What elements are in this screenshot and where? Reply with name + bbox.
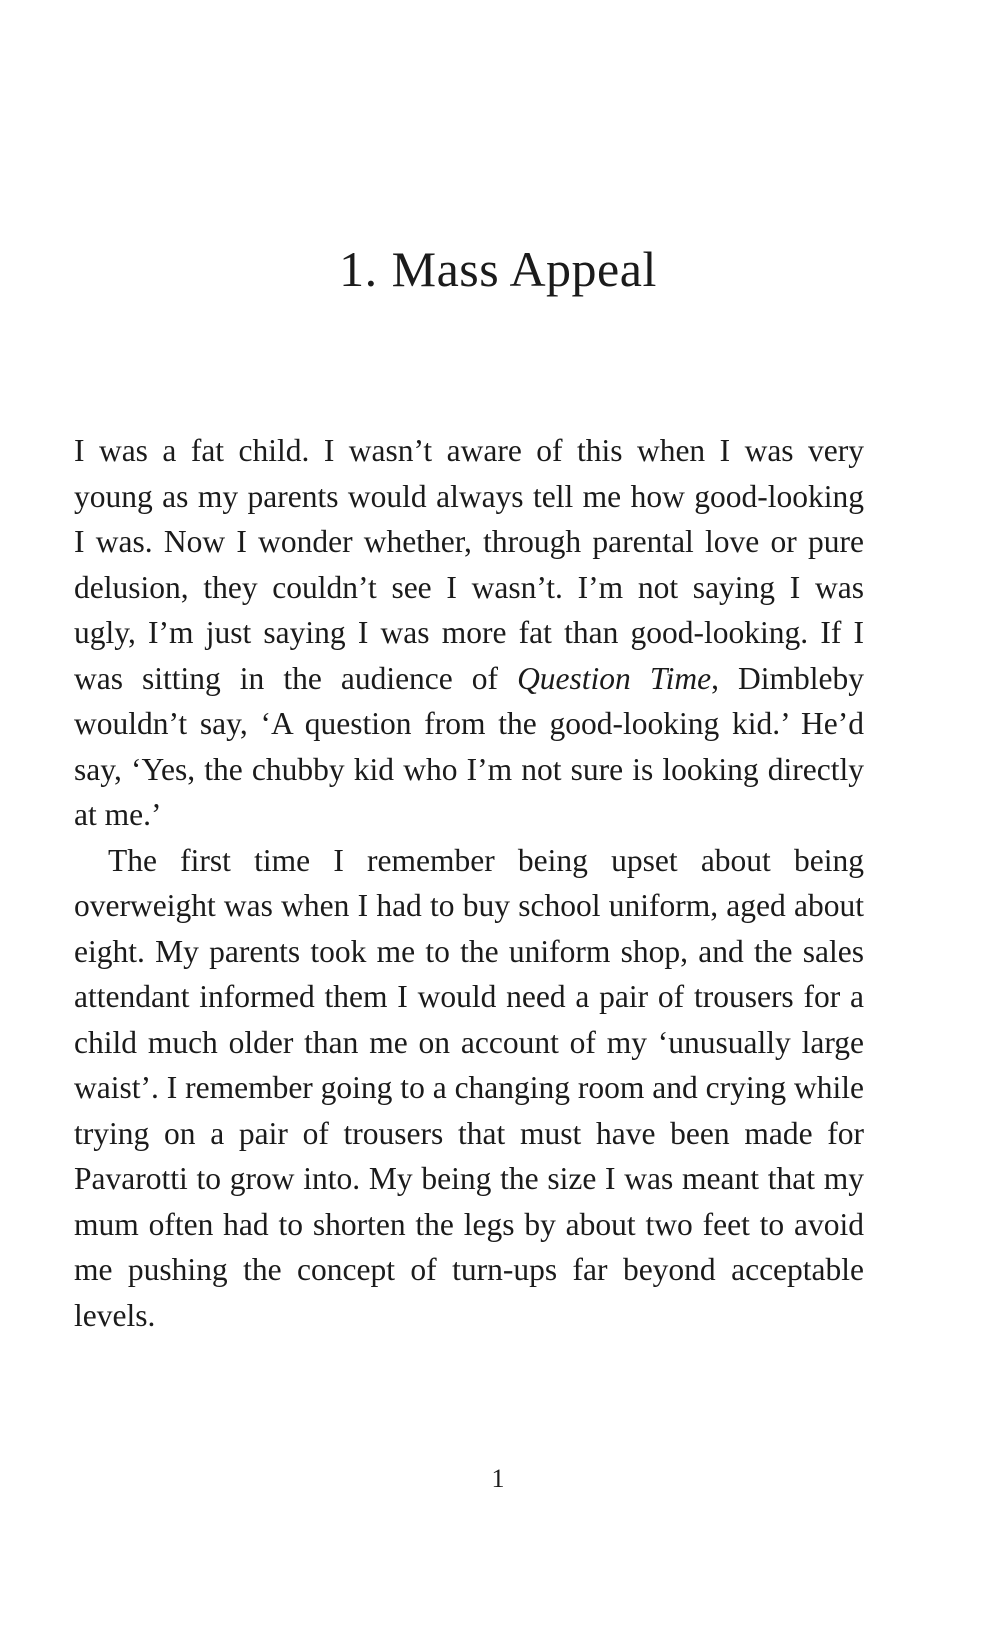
page-number: 1 xyxy=(491,1464,505,1493)
chapter-title-text: Mass Appeal xyxy=(391,241,657,297)
paragraph-1 xyxy=(74,428,864,838)
paragraph-1-italic-title: Question Time xyxy=(517,660,712,696)
paragraph-1-text-after: , Dimbleby wouldn’t say, ‘A question from the good-looking kid.’ He’d say, ‘Yes, the chubby kid who I’m not sure is looking directly at me.’ xyxy=(74,660,864,832)
chapter-body xyxy=(74,428,864,1338)
paragraph-1-text-before: I was a fat child. I wasn’t aware of this when I was very young as my parents would always tell me how good-looking I was. Now I wonder whether, through parental love or pure delusion, they couldn’t see I wasn’t. I’m not saying I was ugly, I’m just saying I was more fat than good-looking. If I was sitting in the audience of xyxy=(74,433,864,696)
paragraph-2: The first time I remember being upset about being overweight was when I had to buy school uniform, aged about eight. My parents took me to the uniform shop, and the sales attendant informed them I would need a pair of trousers for a child much older than me on account of my ‘unusually large waist’. I remember going to a changing room and crying while trying on a pair of trousers that must have been made for Pavarotti to grow into. My being the size I was meant that my mum often had to shorten the legs by about two feet to avoid me pushing the concept of turn-ups far beyond acceptable levels. xyxy=(74,842,864,1333)
chapter-number: 1. xyxy=(339,241,378,297)
chapter-title xyxy=(0,240,996,298)
